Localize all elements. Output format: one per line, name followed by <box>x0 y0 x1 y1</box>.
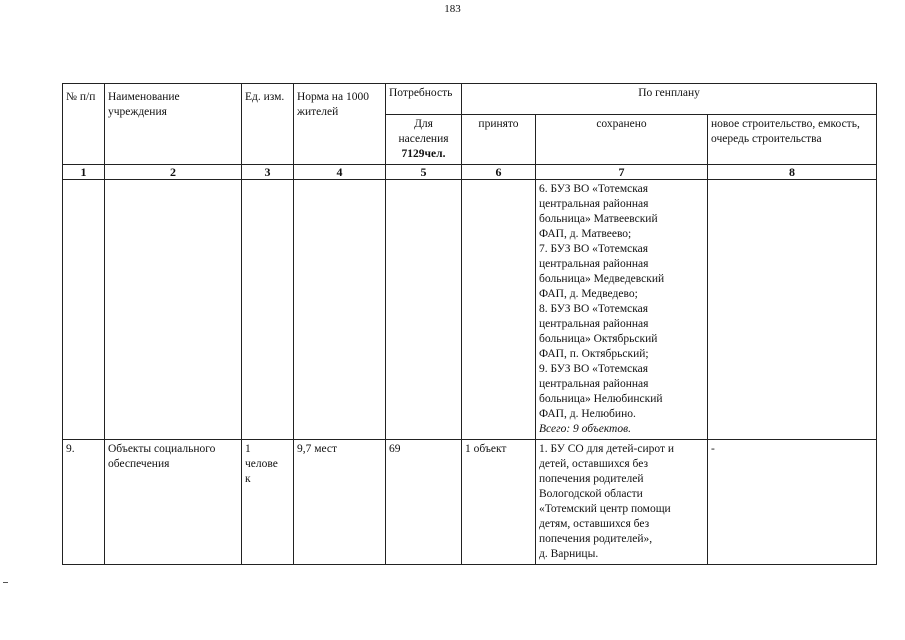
row-saved-cell <box>536 440 708 565</box>
genplan-table <box>62 83 877 565</box>
table-row <box>63 180 877 440</box>
row-unit <box>242 180 294 440</box>
row-accepted <box>462 180 536 440</box>
margin-mark <box>3 582 8 583</box>
row-no: 9. <box>63 440 105 565</box>
column-number: 1 <box>63 165 105 180</box>
header-for-population-label: Для населения <box>398 118 449 145</box>
header-norm: Норма на 1000 жителей <box>294 84 386 165</box>
column-number: 7 <box>536 165 708 180</box>
header-new-construction: новое строительство, емкость, очередь строительства <box>708 115 877 165</box>
header-saved: сохранено <box>536 115 708 165</box>
row-new: - <box>708 440 877 565</box>
header-no: № п/п <box>63 84 105 165</box>
column-number: 6 <box>462 165 536 180</box>
header-accepted: принято <box>462 115 536 165</box>
column-number: 5 <box>386 165 462 180</box>
header-population-count: 7129чел. <box>401 148 446 160</box>
table-row <box>63 440 877 565</box>
header-unit: Ед. изм. <box>242 84 294 165</box>
column-number: 3 <box>242 165 294 180</box>
row-new <box>708 180 877 440</box>
header-row-1 <box>63 84 877 115</box>
row-saved: 6. БУЗ ВО «Тотемская центральная районная больница» Матвеевский ФАП, д. Матвеево; 7. БУЗ ВО «Тотемская центральная районная больница» Медведевский ФАП, д. Медведево; 8. БУЗ ВО «Тотемская центральная районная больница» Октябрьский ФАП, п. Октябрьский; 9. БУЗ ВО «Тотемская центральная районная больница» Нелюбинский ФАП, д. Нелюбино. <box>539 183 665 420</box>
row-need: 69 <box>386 440 462 565</box>
row-saved: 1. БУ СО для детей-сирот и детей, оставшихся без попечения родителей Вологодской области «Тотемский центр помощи детям, оставшихся без попечения родителей», д. Варницы. <box>539 443 675 560</box>
header-need: Потребность <box>386 84 462 115</box>
page-number: 183 <box>444 3 461 15</box>
row-name <box>105 180 242 440</box>
header-name: Наименование учреждения <box>105 84 242 165</box>
header-genplan: По генплану <box>462 84 877 115</box>
row-norm <box>294 180 386 440</box>
row-saved-total: Всего: 9 объектов. <box>539 423 631 435</box>
row-need <box>386 180 462 440</box>
row-unit: 1 челове к <box>242 440 294 565</box>
row-name: Объекты социального обеспечения <box>105 440 242 565</box>
column-number-row <box>63 165 877 180</box>
row-no <box>63 180 105 440</box>
header-for-population <box>386 115 462 165</box>
row-accepted: 1 объект <box>462 440 536 565</box>
column-number: 4 <box>294 165 386 180</box>
column-number: 2 <box>105 165 242 180</box>
row-saved-cell <box>536 180 708 440</box>
column-number: 8 <box>708 165 877 180</box>
row-norm: 9,7 мест <box>294 440 386 565</box>
